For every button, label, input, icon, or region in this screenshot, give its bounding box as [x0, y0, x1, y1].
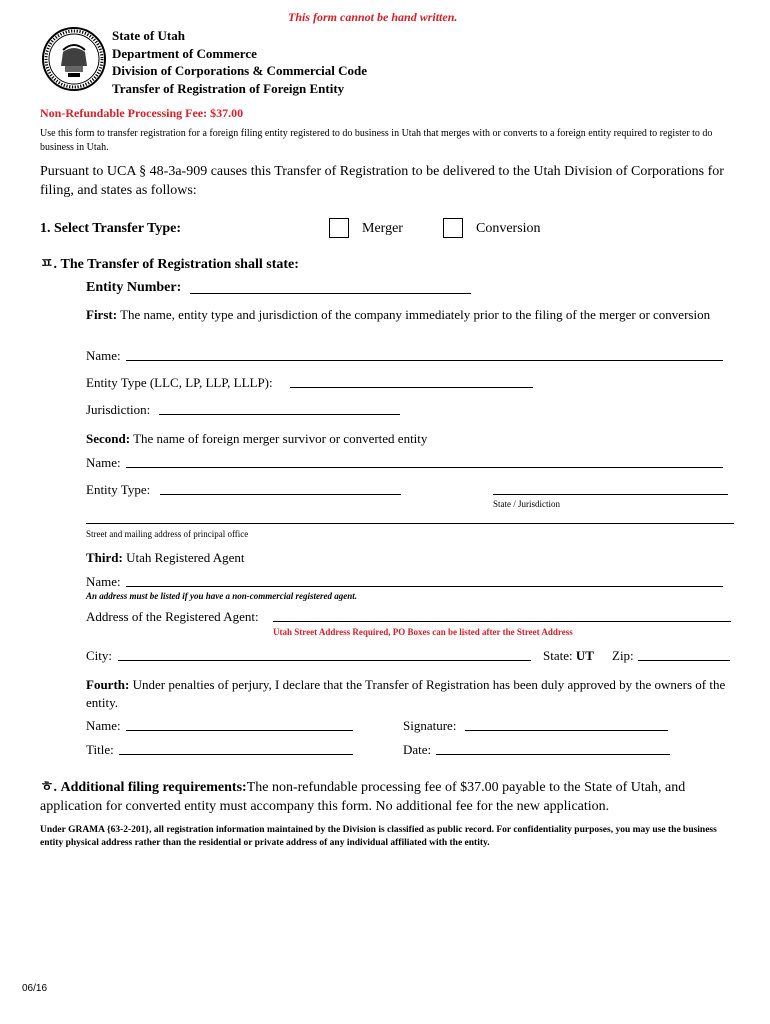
signer-title-field[interactable]: [119, 754, 353, 755]
conversion-label: Conversion: [476, 221, 541, 236]
transfer-type-heading: 1. Select Transfer Type:: [40, 221, 182, 236]
state-jurisdiction-field[interactable]: [493, 494, 728, 495]
additional-requirements: [40, 778, 740, 816]
second-label: Second:: [86, 431, 131, 446]
agent-name-field[interactable]: [126, 586, 723, 587]
form-revision-code: 06/16: [22, 983, 48, 994]
form-title: Transfer of Registration of Foreign Entity: [112, 80, 345, 96]
third-label: Third:: [86, 550, 123, 565]
first-name-field[interactable]: [126, 360, 723, 361]
processing-fee: Non-Refundable Processing Fee: $37.00: [40, 106, 244, 120]
intro-text: Use this form to transfer registration for a foreign filing entity registered to do business in Utah that merges with or converts to a foreign entity required to register to do business in Utah.: [40, 128, 713, 153]
first-entity-type-label: Entity Type (LLC, LP, LLP, LLLP):: [86, 375, 273, 390]
principal-office-caption: Street and mailing address of principal office: [86, 529, 249, 539]
section-two-marker: ㅍ: [40, 257, 54, 272]
second-statement: [86, 431, 427, 447]
state-label-text: State:: [543, 648, 573, 663]
agent-address-label: Address of the Registered Agent:: [86, 609, 259, 624]
signer-name-field[interactable]: [126, 730, 353, 731]
first-text: The name, entity type and jurisdiction of the company immediately prior to the filing of the merger or conversion: [120, 307, 711, 322]
section-three-title: . Additional filing requirements:: [53, 780, 247, 795]
first-entity-type-field[interactable]: [290, 387, 533, 388]
third-text: Utah Registered Agent: [126, 550, 245, 565]
grama-notice: Under GRAMA {63-2-201}, all registration information maintained by the Division is classified as public record. For confidentiality purposes, you may use the business entity physical address rather than the residential or private address of any individual affiliated with the entity.: [40, 825, 717, 848]
address-note: An address must be listed if you have a non-commercial registered agent.: [86, 591, 357, 601]
agent-address-field[interactable]: [273, 621, 731, 622]
third-statement: [86, 550, 245, 566]
first-label: First:: [86, 307, 118, 322]
utah-state-seal: [41, 26, 107, 92]
second-entity-type-field[interactable]: [160, 494, 401, 495]
entity-number-label: Entity Number:: [86, 280, 182, 295]
header-department: Department of Commerce: [112, 45, 257, 61]
conversion-checkbox[interactable]: [443, 218, 463, 238]
first-statement: [86, 306, 736, 324]
principal-office-address-field[interactable]: [86, 523, 734, 524]
second-entity-type-label: Entity Type:: [86, 482, 151, 497]
second-name-label: Name:: [86, 455, 121, 470]
city-field[interactable]: [118, 660, 531, 661]
merger-checkbox[interactable]: [329, 218, 349, 238]
signature-field[interactable]: [465, 730, 668, 731]
fourth-text: Under penalties of perjury, I declare that the Transfer of Registration has been duly approved by the owners of the entity.: [86, 677, 726, 710]
fourth-statement: [86, 676, 736, 712]
state-value: UT: [575, 648, 594, 663]
section-two-heading: [40, 253, 299, 273]
utah-street-address-note: Utah Street Address Required, PO Boxes can be listed after the Street Address: [273, 627, 573, 637]
section-three-text: The non-refundable processing fee of $37.00 payable to the State of Utah, and application for converted entity must accompany this form. No additional fee for the new application.: [40, 780, 686, 814]
signature-label: Signature:: [403, 718, 457, 733]
entity-number-field[interactable]: [190, 293, 471, 294]
state-jurisdiction-caption: State / Jurisdiction: [493, 499, 560, 509]
date-label: Date:: [403, 742, 432, 757]
header-division: Division of Corporations & Commercial Code: [112, 63, 368, 78]
zip-field[interactable]: [638, 660, 730, 661]
first-name-label: Name:: [86, 348, 121, 363]
first-jurisdiction-field[interactable]: [159, 414, 400, 415]
second-name-field[interactable]: [126, 467, 723, 468]
first-jurisdiction-label: Jurisdiction:: [86, 402, 151, 417]
state-label: [543, 648, 594, 664]
signer-name-label: Name:: [86, 718, 121, 733]
fourth-label: Fourth:: [86, 677, 130, 692]
date-field[interactable]: [436, 754, 670, 755]
no-handwriting-notice: This form cannot be hand written.: [288, 10, 458, 24]
city-label: City:: [86, 648, 113, 663]
section-two-title: . The Transfer of Registration shall state:: [53, 257, 299, 272]
pursuant-text: Pursuant to UCA § 48-3a-909 causes this Transfer of Registration to be delivered to the Utah Division of Corporations for filing, and states as follows:: [40, 164, 724, 198]
header-state: State of Utah: [112, 28, 185, 43]
section-three-marker: ㅎ: [40, 780, 54, 795]
merger-label: Merger: [362, 221, 403, 236]
agent-name-label: Name:: [86, 574, 121, 589]
signer-title-label: Title:: [86, 742, 114, 757]
second-text: The name of foreign merger survivor or converted entity: [133, 431, 428, 446]
zip-label: Zip:: [612, 648, 634, 663]
